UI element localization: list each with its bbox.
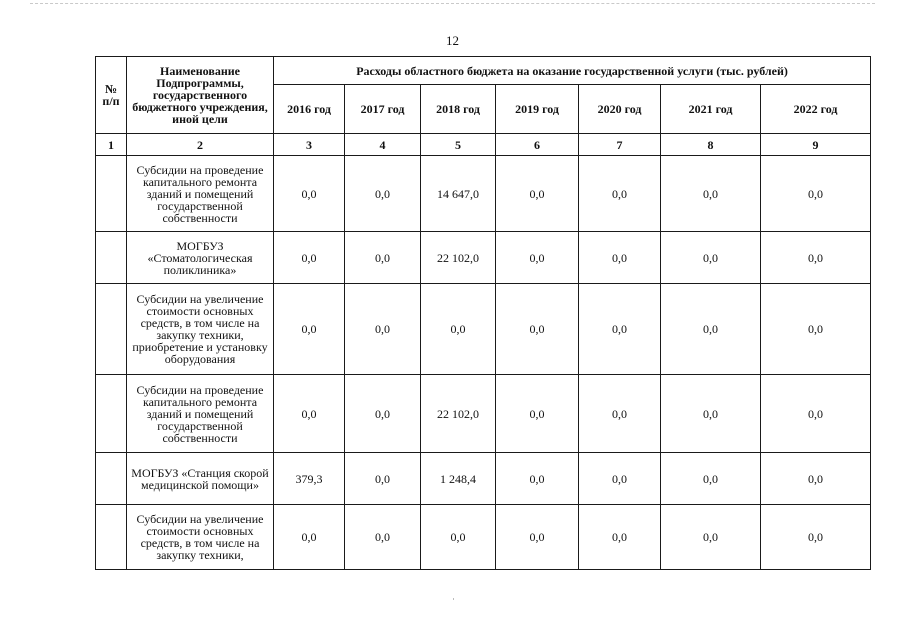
value-cell: 14 647,0 [421, 156, 496, 232]
row-name-cell: Субсидии на проведение капитального ремонта зданий и помещений государственной собственности [127, 375, 274, 453]
table-row [96, 505, 871, 570]
scan-speck [453, 598, 454, 600]
value-cell: 0,0 [274, 375, 345, 453]
header-year: 2018 год [421, 85, 496, 134]
budget-table [95, 56, 871, 570]
row-number-cell [96, 453, 127, 505]
value-cell: 0,0 [579, 232, 661, 284]
value-cell: 1 248,4 [421, 453, 496, 505]
value-cell: 22 102,0 [421, 375, 496, 453]
column-number-row [96, 134, 871, 156]
header-number: № п/п [96, 57, 127, 134]
row-name-cell: Субсидии на увеличение стоимости основных средств, в том числе на закупку техники, [127, 505, 274, 570]
value-cell: 0,0 [761, 156, 871, 232]
column-number-cell: 8 [661, 134, 761, 156]
row-name-cell: Субсидии на увеличение стоимости основных средств, в том числе на закупку техники, приобретение и установку оборудования [127, 284, 274, 375]
value-cell: 0,0 [345, 284, 421, 375]
header-expenses: Расходы областного бюджета на оказание государственной услуги (тыс. рублей) [274, 57, 871, 85]
value-cell: 0,0 [661, 232, 761, 284]
value-cell: 0,0 [579, 375, 661, 453]
header-year: 2020 год [579, 85, 661, 134]
table-row [96, 232, 871, 284]
value-cell: 0,0 [661, 284, 761, 375]
value-cell: 0,0 [421, 284, 496, 375]
value-cell: 0,0 [496, 375, 579, 453]
column-number-cell: 4 [345, 134, 421, 156]
column-number-cell: 1 [96, 134, 127, 156]
page-top-edge [30, 3, 875, 4]
value-cell: 0,0 [661, 156, 761, 232]
value-cell: 0,0 [496, 453, 579, 505]
value-cell: 0,0 [661, 505, 761, 570]
row-number-cell [96, 156, 127, 232]
row-number-cell [96, 505, 127, 570]
column-number-cell: 3 [274, 134, 345, 156]
row-name-cell: МОГБУЗ «Стоматологическая поликлиника» [127, 232, 274, 284]
header-year: 2019 год [496, 85, 579, 134]
value-cell: 22 102,0 [421, 232, 496, 284]
value-cell: 0,0 [274, 284, 345, 375]
row-name-cell: МОГБУЗ «Станция скорой медицинской помощи» [127, 453, 274, 505]
table-row [96, 284, 871, 375]
table-row [96, 453, 871, 505]
row-number-cell [96, 232, 127, 284]
value-cell: 379,3 [274, 453, 345, 505]
value-cell: 0,0 [579, 505, 661, 570]
column-number-cell: 9 [761, 134, 871, 156]
value-cell: 0,0 [761, 232, 871, 284]
value-cell: 0,0 [761, 453, 871, 505]
row-number-cell [96, 284, 127, 375]
value-cell: 0,0 [579, 156, 661, 232]
column-number-cell: 2 [127, 134, 274, 156]
value-cell: 0,0 [345, 156, 421, 232]
table-row [96, 156, 871, 232]
table-row [96, 375, 871, 453]
value-cell: 0,0 [496, 284, 579, 375]
column-number-cell: 6 [496, 134, 579, 156]
value-cell: 0,0 [496, 505, 579, 570]
row-number-cell [96, 375, 127, 453]
value-cell: 0,0 [345, 232, 421, 284]
value-cell: 0,0 [579, 284, 661, 375]
value-cell: 0,0 [345, 375, 421, 453]
table-body [96, 156, 871, 570]
column-number-cell: 5 [421, 134, 496, 156]
value-cell: 0,0 [661, 375, 761, 453]
header-name: Наименование Подпрограммы, государственного бюджетного учреждения, иной цели [127, 57, 274, 134]
header-year: 2016 год [274, 85, 345, 134]
value-cell: 0,0 [579, 453, 661, 505]
header-year: 2021 год [661, 85, 761, 134]
value-cell: 0,0 [345, 453, 421, 505]
value-cell: 0,0 [761, 375, 871, 453]
header-year: 2022 год [761, 85, 871, 134]
value-cell: 0,0 [661, 453, 761, 505]
header-year: 2017 год [345, 85, 421, 134]
page-number: 12 [446, 33, 459, 48]
value-cell: 0,0 [274, 156, 345, 232]
column-number-cell: 7 [579, 134, 661, 156]
value-cell: 0,0 [421, 505, 496, 570]
value-cell: 0,0 [345, 505, 421, 570]
value-cell: 0,0 [496, 156, 579, 232]
value-cell: 0,0 [761, 505, 871, 570]
value-cell: 0,0 [274, 232, 345, 284]
value-cell: 0,0 [761, 284, 871, 375]
value-cell: 0,0 [496, 232, 579, 284]
row-name-cell: Субсидии на проведение капитального ремонта зданий и помещений государственной собственности [127, 156, 274, 232]
value-cell: 0,0 [274, 505, 345, 570]
